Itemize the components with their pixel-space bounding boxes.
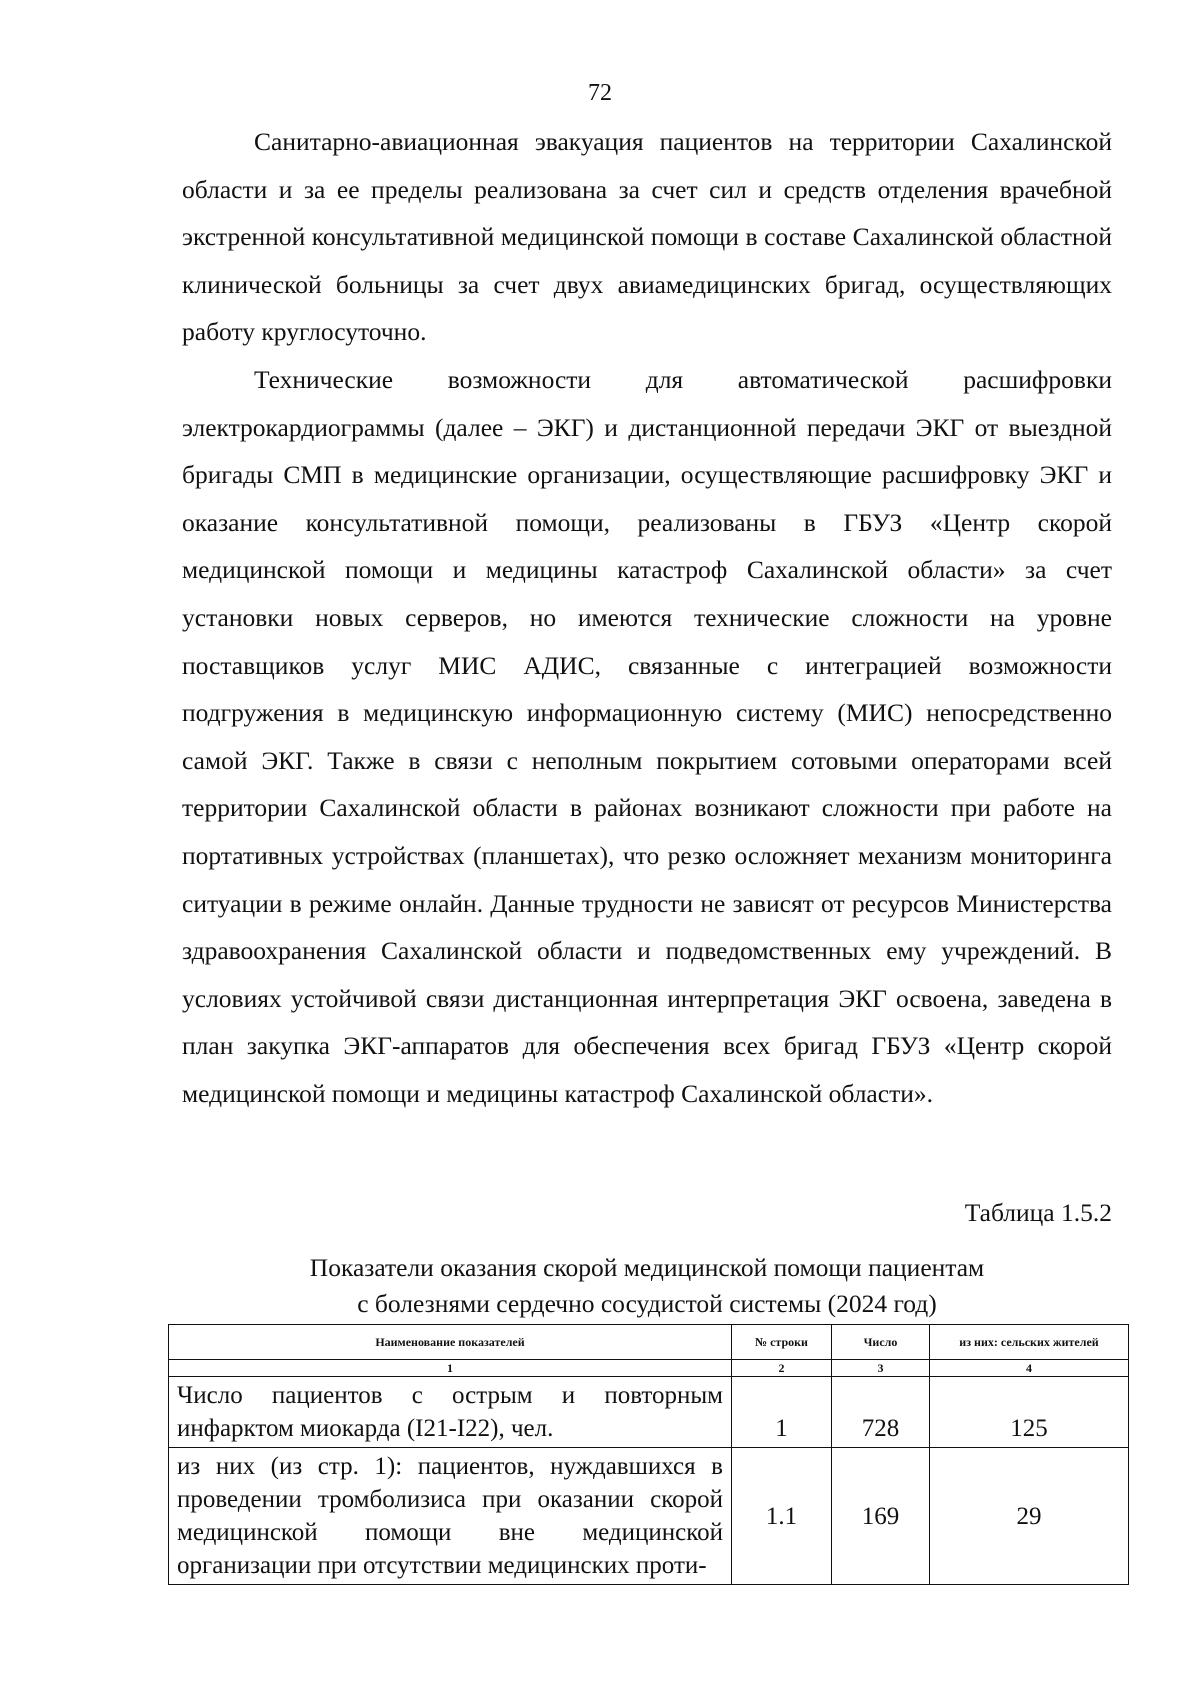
row-line-number: 1.1 — [732, 1448, 832, 1585]
row-count: 169 — [832, 1448, 930, 1585]
table-number: Таблица 1.5.2 — [964, 1198, 1112, 1227]
column-number: 4 — [930, 1360, 1129, 1377]
column-number: 1 — [169, 1360, 732, 1377]
row-indicator-name: из них (из стр. 1): пациентов, нуждавшихся в проведении тромболизиса при оказании скорой медицинской помощи вне медицинской организации при отсутствии медицинских проти- — [169, 1448, 732, 1585]
header-rural-residents: из них: сельских жителей — [930, 1325, 1129, 1360]
column-number: 3 — [832, 1360, 930, 1377]
table-header-row — [169, 1325, 1129, 1360]
row-indicator-name: Число пациентов с острым и повторным инфарктом миокарда (I21-I22), чел. — [169, 1377, 732, 1448]
row-count: 728 — [832, 1377, 930, 1448]
page-number: 72 — [588, 80, 612, 106]
header-line-number: № строки — [732, 1325, 832, 1360]
table-caption-line-2: с болезнями сердечно сосудистой системы (2024 год) — [357, 1289, 937, 1318]
header-indicator-name: Наименование показателей — [169, 1325, 732, 1360]
table-column-numbers-row — [169, 1360, 1129, 1377]
table-caption-line-1: Показатели оказания скорой медицинской помощи пациентам — [309, 1253, 985, 1282]
body-text — [182, 118, 1112, 1117]
table-row — [169, 1377, 1129, 1448]
row-line-number: 1 — [732, 1377, 832, 1448]
row-rural: 29 — [930, 1448, 1129, 1585]
table-row — [169, 1448, 1129, 1585]
indicators-table — [168, 1324, 1129, 1585]
paragraph-air-evacuation: Санитарно-авиационная эвакуация пациентов на территории Сахалинской области и за ее пределы реализована за счет сил и средств отделения врачебной экстренной консультативной медицинской помощи в составе Сахалинской областной клинической больницы за счет двух авиамедицинских бригад, осуществляющих работу круглосуточно. — [182, 127, 1112, 347]
paragraph-ecg-capabilities: Технические возможности для автоматической расшифровки электрокардиограммы (далее – ЭКГ) и дистанционной передачи ЭКГ от выездной бригады СМП в медицинские организации, осуществляющие расшифровку ЭКГ и оказание консультативной помощи, реализованы в ГБУЗ «Центр скорой медицинской помощи и медицины катастроф Сахалинской области» за счет установки новых серверов, но имеются технические сложности на уровне поставщиков услуг МИС АДИС, связанные с интеграцией возможности подгружения в медицинскую информационную систему (МИС) непосредственно самой ЭКГ. Также в связи с неполным покрытием сотовыми операторами всей территории Сахалинской области в районах возникают сложности при работе на портативных устройствах (планшетах), что резко осложняет механизм мониторинга ситуации в режиме онлайн. Данные трудности не зависят от ресурсов Министерства здравоохранения Сахалинской области и подведомственных ему учреждений. В условиях устойчивой связи дистанционная интерпретация ЭКГ освоена, заведена в план закупка ЭКГ-аппаратов для обеспечения всех бригад ГБУЗ «Центр скорой медицинской помощи и медицины катастроф Сахалинской области». — [182, 364, 1112, 1108]
table-caption — [182, 1250, 1112, 1322]
header-count: Число — [832, 1325, 930, 1360]
row-rural: 125 — [930, 1377, 1129, 1448]
column-number: 2 — [732, 1360, 832, 1377]
